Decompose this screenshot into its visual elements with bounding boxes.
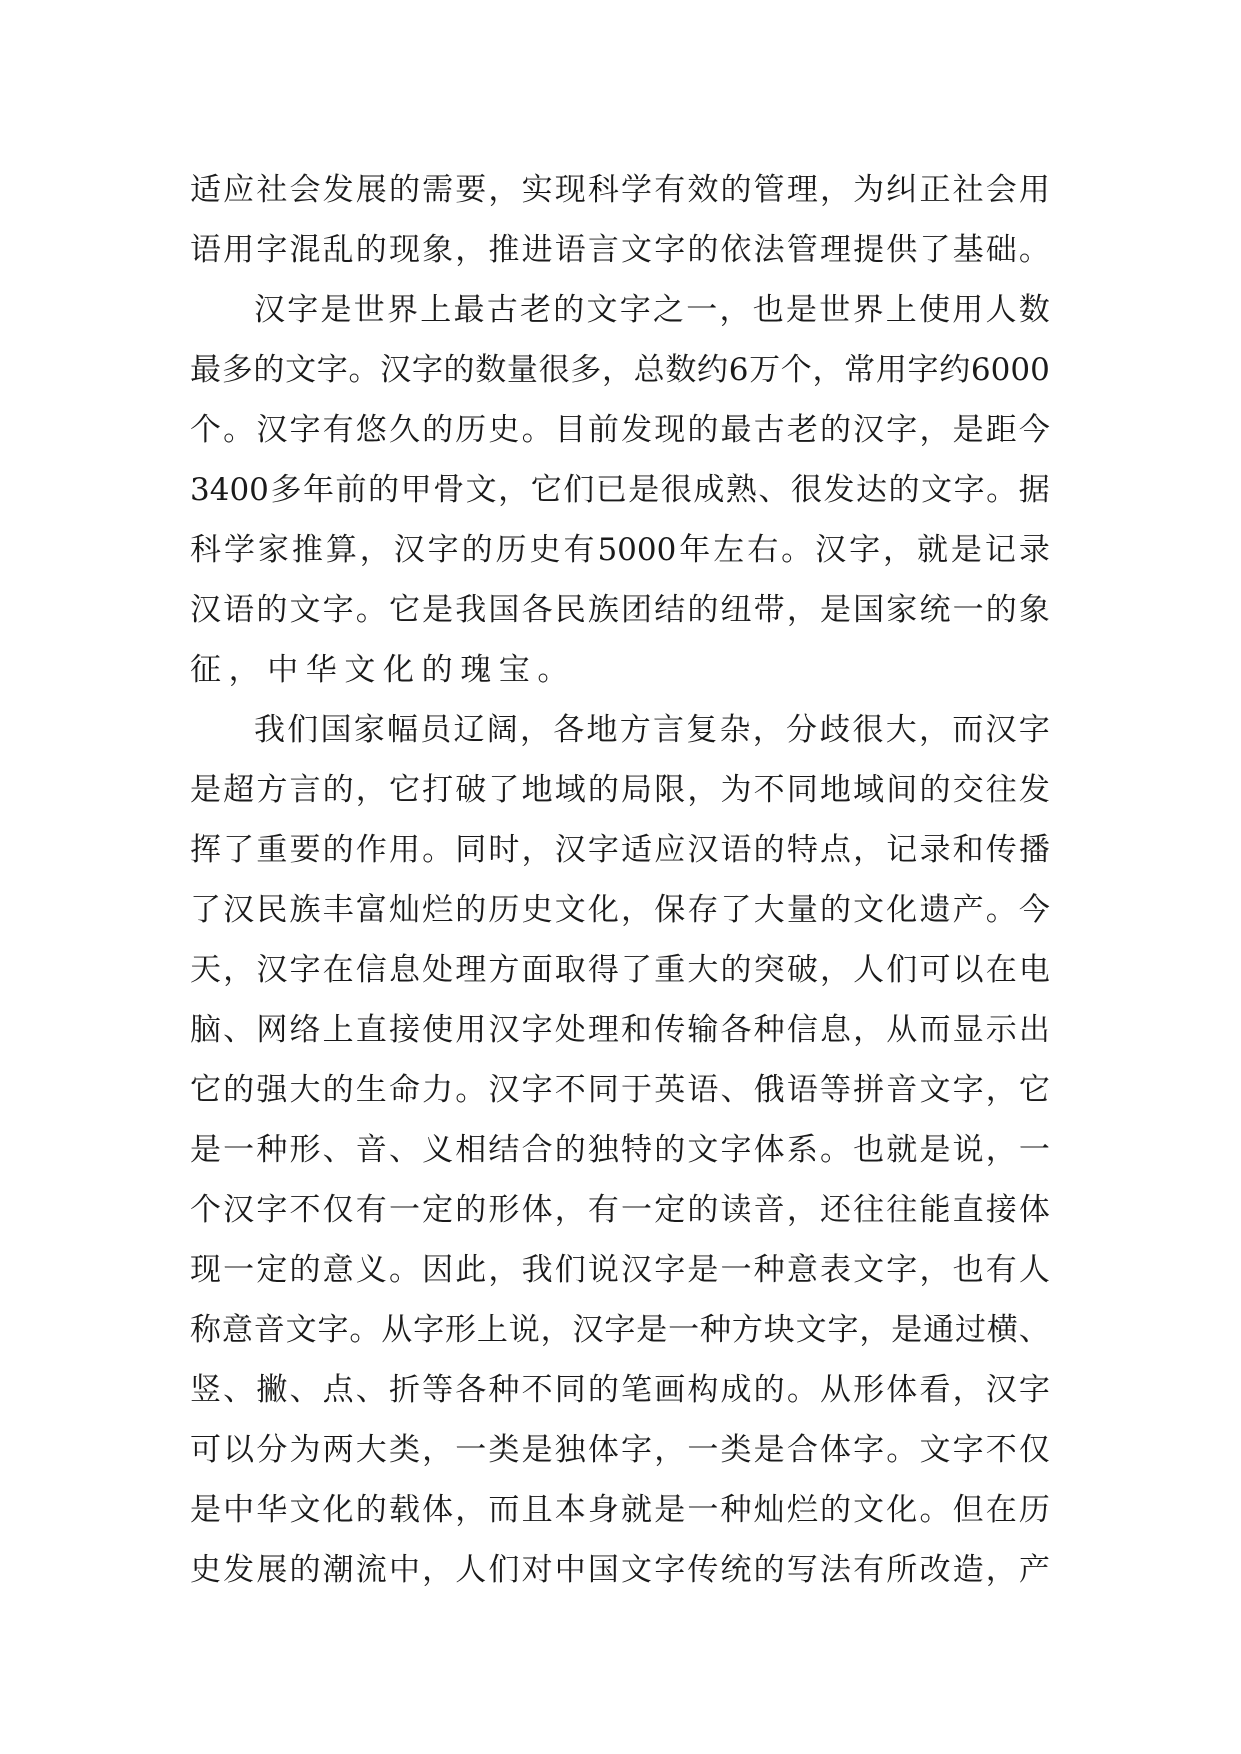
text-line: 天 ， 汉 字 在 信 息 处 理 方 面 取 得 了 重 大 的 突 破 ， 人 们 可 以 在 电 [190,952,1050,988]
text-line: 我 们 国 家 幅 员 辽 阔 ， 各 地 方 言 复 杂 ， 分 歧 很 大 ， 而 汉 字 [254,712,1050,748]
text-line: 脑 、 网 络 上 直 接 使 用 汉 字 处 理 和 传 输 各 种 信 息 ， 从 而 显 示 出 [190,1012,1050,1048]
text-line: 征，中华文化的瑰宝。 [190,652,576,688]
text-line: 现 一 定 的 意 义 。 因 此 ， 我 们 说 汉 字 是 一 种 意 表 文 字 ， 也 有 人 [190,1252,1050,1288]
text-line: 3400 多 年 前 的 甲 骨 文 ， 它 们 已 是 很 成 熟 、 很 发 达 的 文 字 。 据 [190,472,1050,508]
text-line: 个 汉 字 不 仅 有 一 定 的 形 体 ， 有 一 定 的 读 音 ， 还 往 往 能 直 接 体 [190,1192,1050,1228]
text-line: 可 以 分 为 两 大 类 ， 一 类 是 独 体 字 ， 一 类 是 合 体 字 。 文 字 不 仅 [190,1432,1050,1468]
text-line: 是 中 华 文 化 的 载 体 ， 而 且 本 身 就 是 一 种 灿 烂 的 文 化 。 但 在 历 [190,1492,1050,1528]
text-line: 个 。 汉 字 有 悠 久 的 历 史 。 目 前 发 现 的 最 古 老 的 汉 字 ， 是 距 今 [190,412,1050,448]
text-line: 称 意 音 文 字 。 从 字 形 上 说 ， 汉 字 是 一 种 方 块 文 字 ， 是 通 过 横 、 [190,1312,1050,1348]
text-line: 史 发 展 的 潮 流 中 ， 人 们 对 中 国 文 字 传 统 的 写 法 有 所 改 造 ， 产 [190,1552,1050,1588]
text-line: 竖 、 撇 、 点 、 折 等 各 种 不 同 的 笔 画 构 成 的 。 从 形 体 看 ， 汉 字 [190,1372,1050,1408]
text-line: 是 超 方 言 的 ， 它 打 破 了 地 域 的 局 限 ， 为 不 同 地 域 间 的 交 往 发 [190,772,1050,808]
text-line: 最 多 的 文 字 。 汉 字 的 数 量 很 多 ， 总 数 约 6 万 个 ， 常 用 字 约 6000 [190,352,1050,388]
text-line: 挥 了 重 要 的 作 用 。 同 时 ， 汉 字 适 应 汉 语 的 特 点 ， 记 录 和 传 播 [190,832,1050,868]
text-line: 汉 语 的 文 字 。 它 是 我 国 各 民 族 团 结 的 纽 带 ， 是 国 家 统 一 的 象 [190,592,1050,628]
text-line: 汉 字 是 世 界 上 最 古 老 的 文 字 之 一 ， 也 是 世 界 上 使 用 人 数 [254,292,1050,328]
text-line: 它 的 强 大 的 生 命 力 。 汉 字 不 同 于 英 语 、 俄 语 等 拼 音 文 字 ， 它 [190,1072,1050,1108]
text-line: 语 用 字 混 乱 的 现 象 ， 推 进 语 言 文 字 的 依 法 管 理 提 供 了 基 础 。 [190,232,1050,268]
body-text [190,160,1050,1600]
text-line: 适 应 社 会 发 展 的 需 要 ， 实 现 科 学 有 效 的 管 理 ， 为 纠 正 社 会 用 [190,172,1050,208]
text-line: 是 一 种 形 、 音 、 义 相 结 合 的 独 特 的 文 字 体 系 。 也 就 是 说 ， 一 [190,1132,1050,1168]
text-line: 了 汉 民 族 丰 富 灿 烂 的 历 史 文 化 ， 保 存 了 大 量 的 文 化 遗 产 。 今 [190,892,1050,928]
text-line: 科 学 家 推 算 ， 汉 字 的 历 史 有 5000 年 左 右 。 汉 字 ， 就 是 记 录 [190,532,1050,568]
